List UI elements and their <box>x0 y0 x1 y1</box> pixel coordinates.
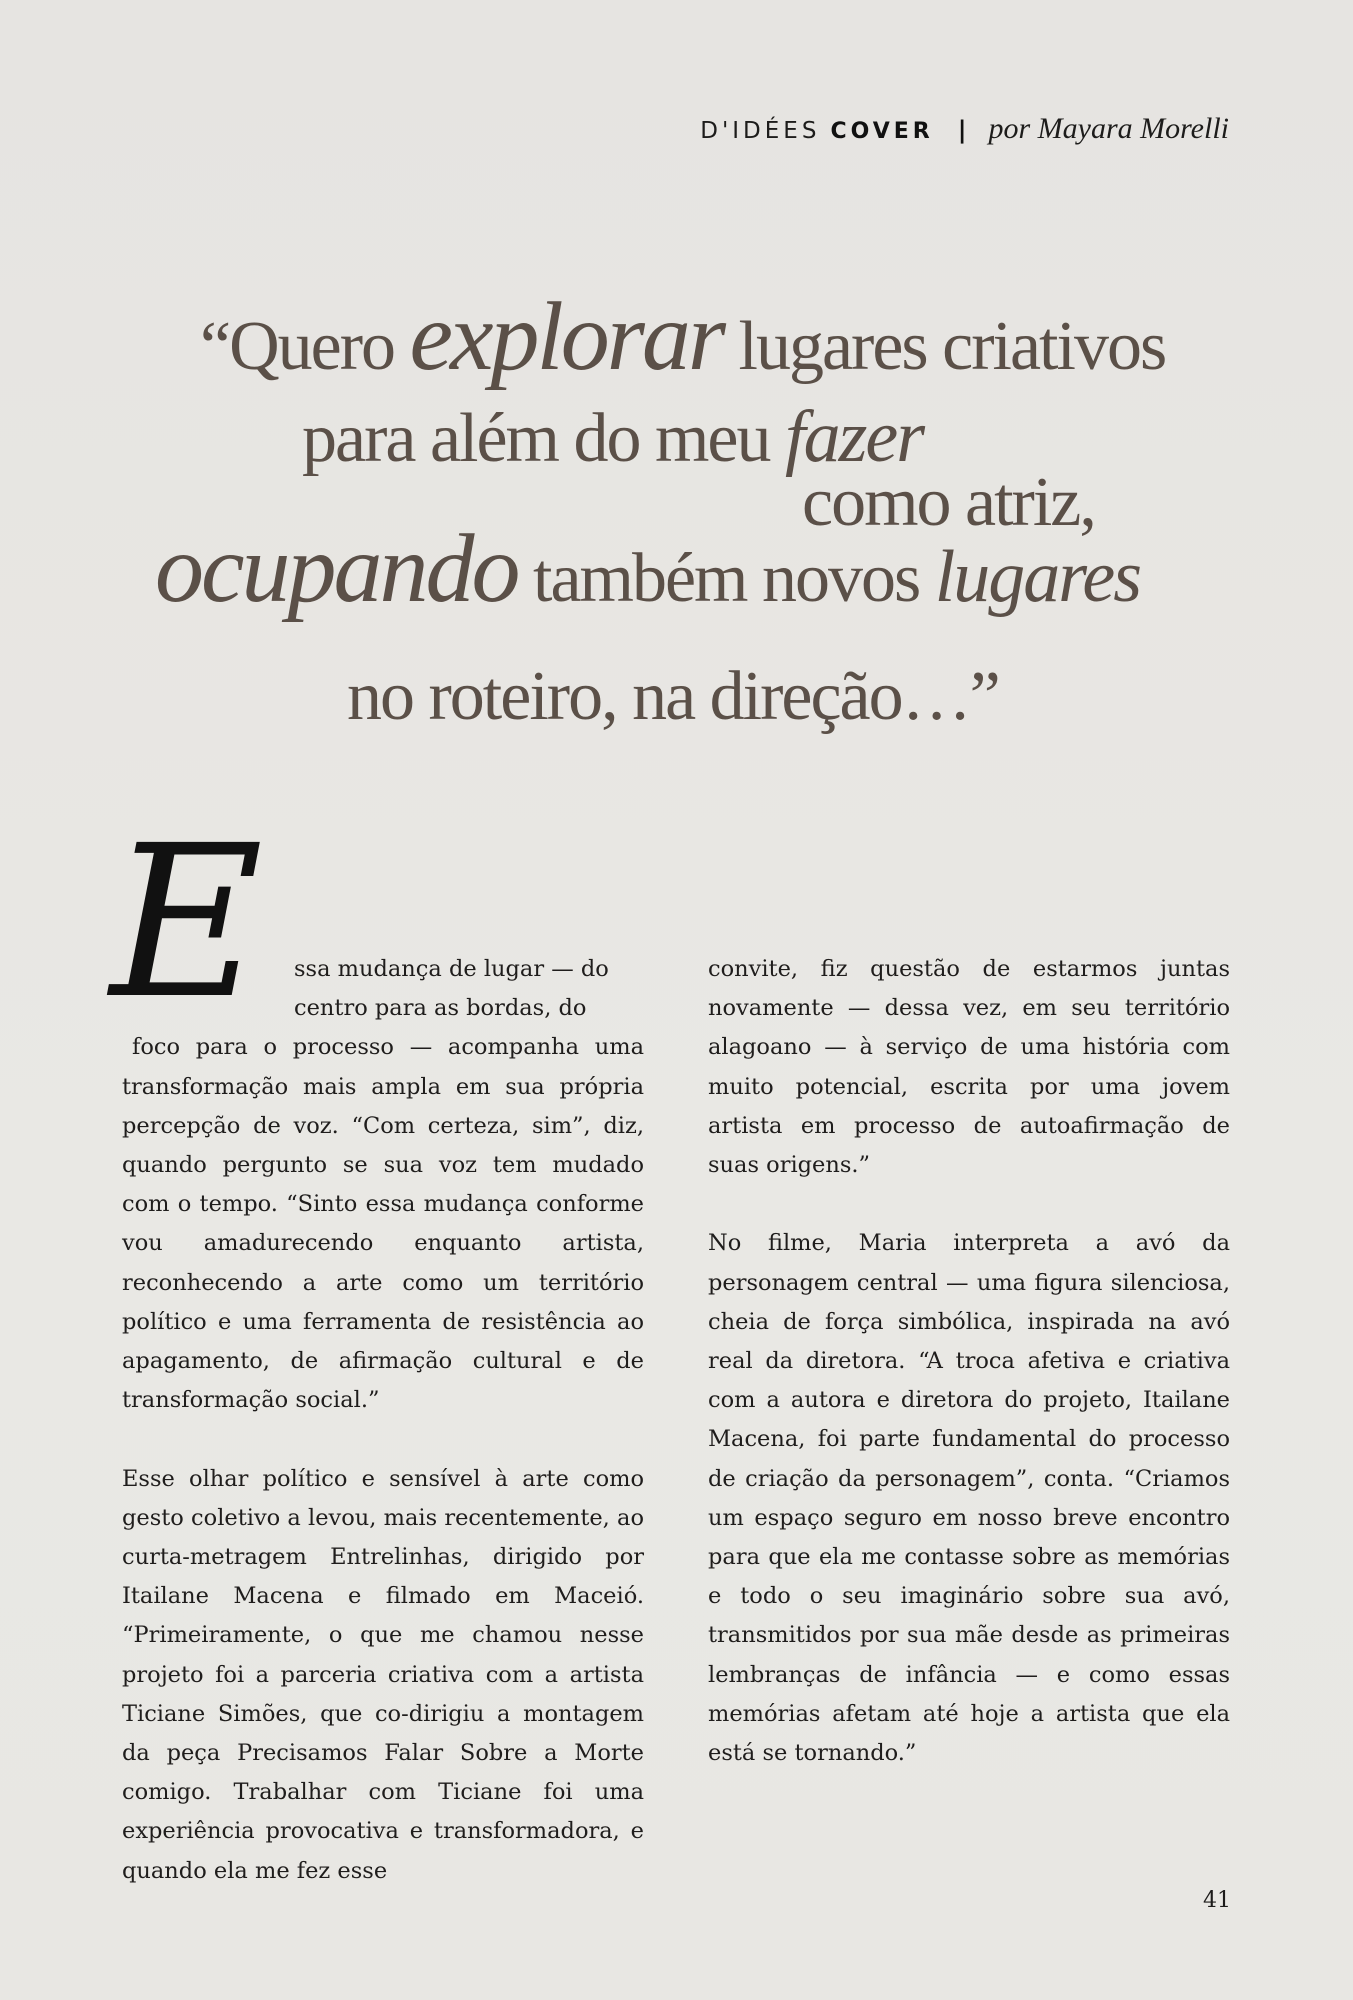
quote-emphasis: lugares <box>934 536 1140 618</box>
article-column-right <box>708 950 1230 1773</box>
quote-text: no roteiro, na direção…” <box>347 658 999 735</box>
section-name: COVER <box>830 119 934 144</box>
article-paragraph <box>122 950 644 1420</box>
article-paragraph: No filme, Maria interpreta a avó da personagem central — uma figura silenciosa, cheia de força simbólica, inspirada na avó real da diretora. “A troca afetiva e criativa com a autora e diretora do projeto, Itailane Macena, foi parte fundamental do processo de criação da personagem”, conta. “Criamos um espaço seguro em nosso breve encontro para que ela me contasse sobre as memórias e todo o seu imaginário sobre sua avó, transmitidos por sua mãe desde as primeiras lembranças de infância — e como essas memórias afetam até hoje a artista que ela está se tornando.” <box>708 1230 1230 1767</box>
quote-line-2 <box>302 396 924 478</box>
quote-emphasis: explorar <box>409 283 724 391</box>
quote-emphasis: ocupando <box>155 515 518 623</box>
article-paragraph: Esse olhar político e sensível à arte como gesto coletivo a levou, mais recentemente, ao curta-metragem Entrelinhas, dirigido por Itailane Macena e filmado em Maceió. “Primeiramente, o que me chamou nesse projeto foi a parceria criativa com a artista Ticiane Simões, que co-dirigiu a montagem da peça Precisamos Falar Sobre a Morte comigo. Trabalhar com Ticiane foi uma experiência provocativa e transformadora, e quando ela me fez esse <box>122 1465 644 1884</box>
page-number: 41 <box>1203 1888 1231 1913</box>
article-paragraph: convite, fiz questão de estarmos juntas novamente — dessa vez, em seu território alagoano — à serviço de uma história com muito potencial, escrita por uma jovem artista em processo de autoafirmação de suas origens.” <box>708 956 1230 1179</box>
header-separator: | <box>957 116 967 144</box>
quote-text: para além do meu <box>302 400 786 477</box>
paragraph-lead-line: ssa mudança de lugar — do <box>294 956 609 982</box>
quote-text: “Quero <box>200 308 410 385</box>
quote-emphasis: fazer <box>785 396 924 478</box>
quote-line-5 <box>347 658 999 735</box>
pull-quote <box>0 0 1353 760</box>
quote-text: lugares criativos <box>723 308 1166 385</box>
quote-text: como atriz, <box>802 464 1095 541</box>
paragraph-lead-line: centro para as bordas, do <box>294 995 587 1022</box>
quote-line-1 <box>200 283 1166 391</box>
paragraph-body: foco para o processo — acompanha uma transformação mais ampla em sua própria percepção de voz. “Com certeza, sim”, diz, quando pergunto se sua voz tem mudado com o tempo. “Sinto essa mudança conforme vou amadurecendo enquanto artista, reconhecendo a arte como um território político e uma ferramenta de resistência ao apagamento, de afirmação cultural e de transformação social.” <box>122 1034 644 1414</box>
drop-cap: E <box>110 800 264 1045</box>
magazine-brand: D'IDÉES <box>700 118 821 144</box>
quote-text: também novos <box>517 540 935 617</box>
author-byline: por Mayara Morelli <box>988 112 1229 145</box>
quote-line-4 <box>155 515 1140 623</box>
article-column-left <box>122 950 644 1891</box>
